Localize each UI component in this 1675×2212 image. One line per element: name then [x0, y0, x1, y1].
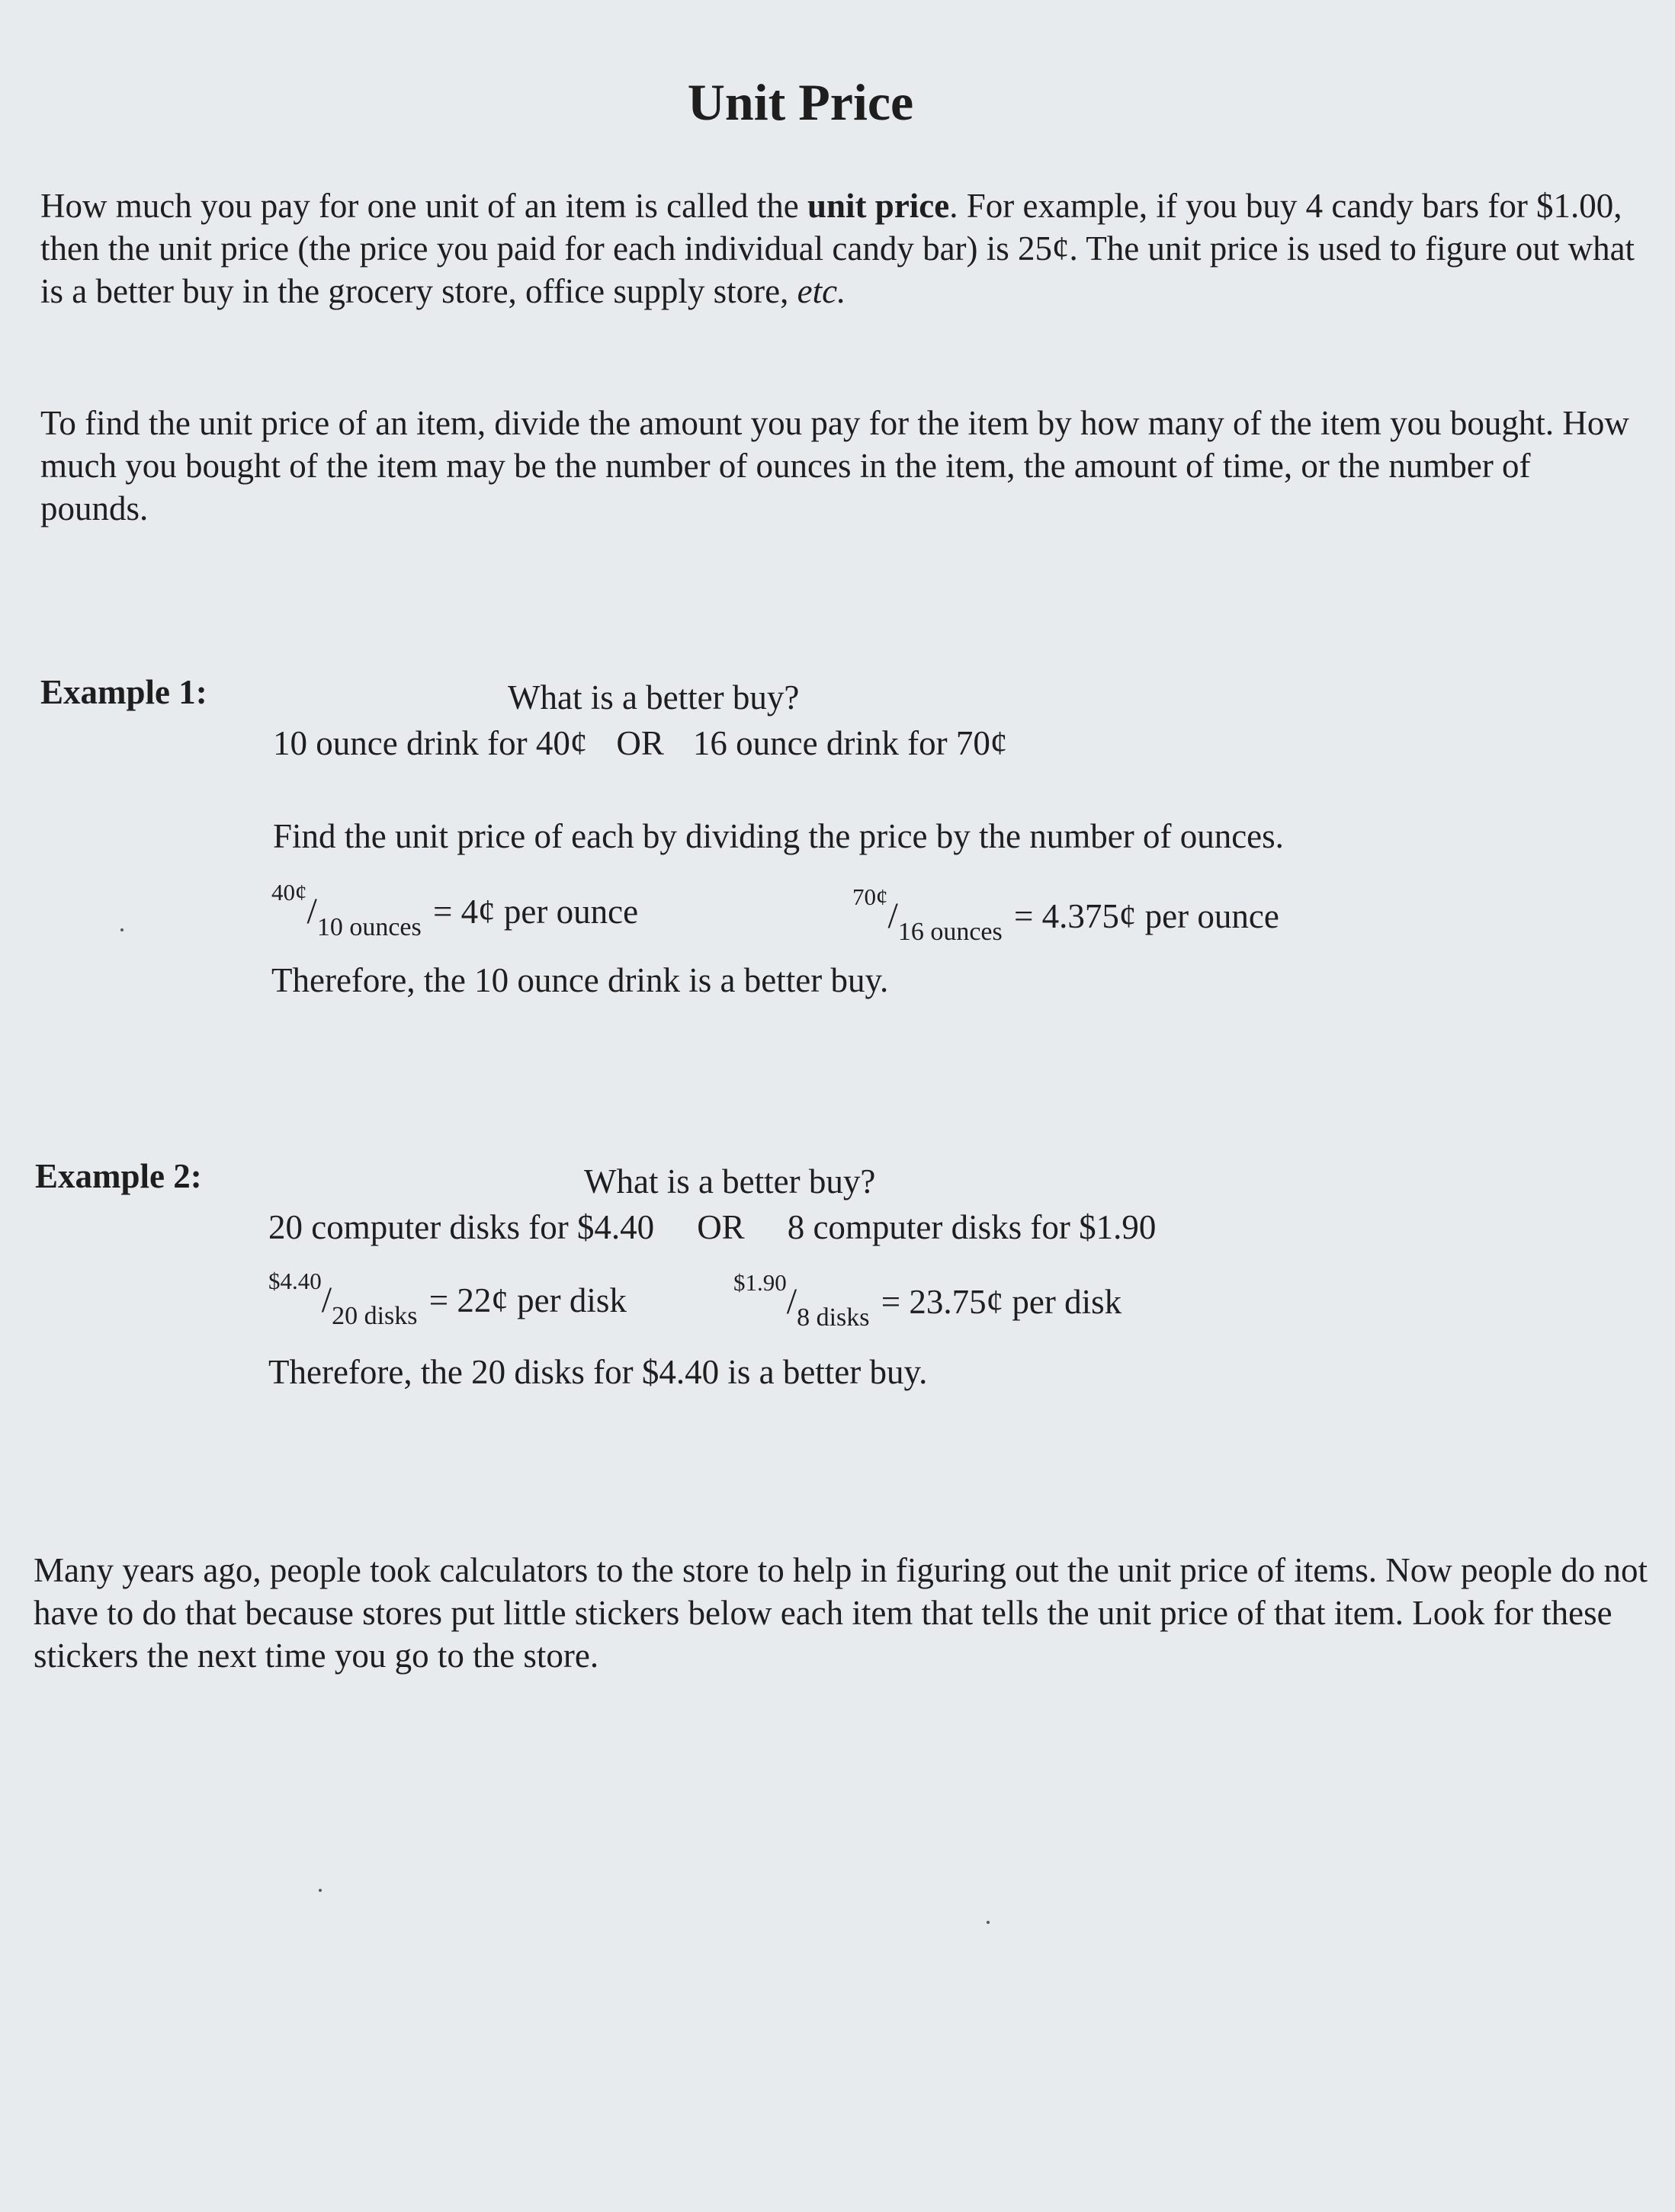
scan-speck	[120, 928, 124, 931]
page-title: Unit Price	[687, 73, 914, 131]
example2-option-a: 20 computer disks for $4.40	[268, 1208, 655, 1246]
example2-label: Example 2:	[35, 1157, 202, 1195]
scan-speck	[319, 1889, 322, 1892]
closing-paragraph	[34, 1549, 1650, 1677]
example1-options	[273, 726, 1007, 761]
fraction-slash: /	[321, 1280, 332, 1320]
intro-paragraph	[40, 184, 1641, 313]
example1-label: Example 1:	[40, 673, 207, 711]
example1-calc-b-result: = 4.375¢ per ounce	[1014, 897, 1279, 935]
scan-speck	[987, 1921, 990, 1924]
example1-option-a: 10 ounce drink for 40¢	[273, 724, 588, 762]
example2-calc-b	[733, 1269, 1122, 1332]
example2-calc-a-denominator: 20 disks	[332, 1302, 418, 1330]
example1-calc-a-result: = 4¢ per ounce	[433, 893, 639, 931]
example2-question: What is a better buy?	[584, 1162, 876, 1201]
example2-calc-b-denominator: 8 disks	[797, 1303, 870, 1332]
example1-calc-b-numerator: 70¢	[852, 883, 888, 910]
example2-calc-b-result: = 23.75¢ per disk	[881, 1283, 1122, 1321]
example2-or: OR	[697, 1208, 745, 1246]
example1-calc-b	[852, 883, 1279, 946]
example2-options	[268, 1210, 1156, 1245]
example1-calc-a	[271, 879, 639, 941]
fraction-slash: /	[306, 891, 317, 931]
intro-text-start: How much you pay for one unit of an item is called the	[40, 187, 807, 225]
example2-conclusion: Therefore, the 20 disks for $4.40 is a better buy.	[268, 1353, 928, 1391]
intro-text-rest: . For example, if you buy 4 candy bars for $1.00, then the unit price (the price you paid for each individual candy bar) is 25¢. The unit price is used to figure out what is a better buy in the grocery store, office supply store,	[40, 187, 1635, 310]
closing-text: Many years ago, people took calculators to the store to help in figuring out the unit price of items. Now people do not have to do that because stores put little stickers below each item that tells the unit price of that item. Look for these stickers the next time you go to the store.	[34, 1551, 1648, 1675]
example2-calc-b-numerator: $1.90	[733, 1269, 787, 1296]
example2-option-b: 8 computer disks for $1.90	[787, 1208, 1157, 1246]
example1-calc-a-denominator: 10 ounces	[316, 913, 422, 941]
fraction-slash: /	[786, 1281, 797, 1322]
intro-etc: etc.	[797, 272, 846, 310]
example1-calc-a-numerator: 40¢	[271, 879, 307, 906]
example1-conclusion: Therefore, the 10 ounce drink is a better buy.	[271, 961, 889, 999]
example1-question: What is a better buy?	[508, 678, 800, 716]
intro-bold-term: unit price	[807, 187, 950, 225]
example1-instruction: Find the unit price of each by dividing the price by the number of ounces.	[273, 817, 1284, 855]
example1-calc-b-denominator: 16 ounces	[897, 918, 1003, 946]
howto-text: To find the unit price of an item, divide the amount you pay for the item by how many of the item you bought. How much you bought of the item may be the number of ounces in the item, the amount of time, or the number of pounds.	[40, 404, 1629, 527]
example2-calc-a-result: = 22¢ per disk	[428, 1281, 627, 1319]
example2-calc-a-numerator: $4.40	[268, 1268, 322, 1294]
example1-option-b: 16 ounce drink for 70¢	[692, 724, 1008, 762]
example2-calc-a	[268, 1268, 627, 1330]
example1-or: OR	[616, 724, 664, 762]
fraction-slash: /	[887, 896, 898, 936]
howto-paragraph	[40, 402, 1641, 530]
